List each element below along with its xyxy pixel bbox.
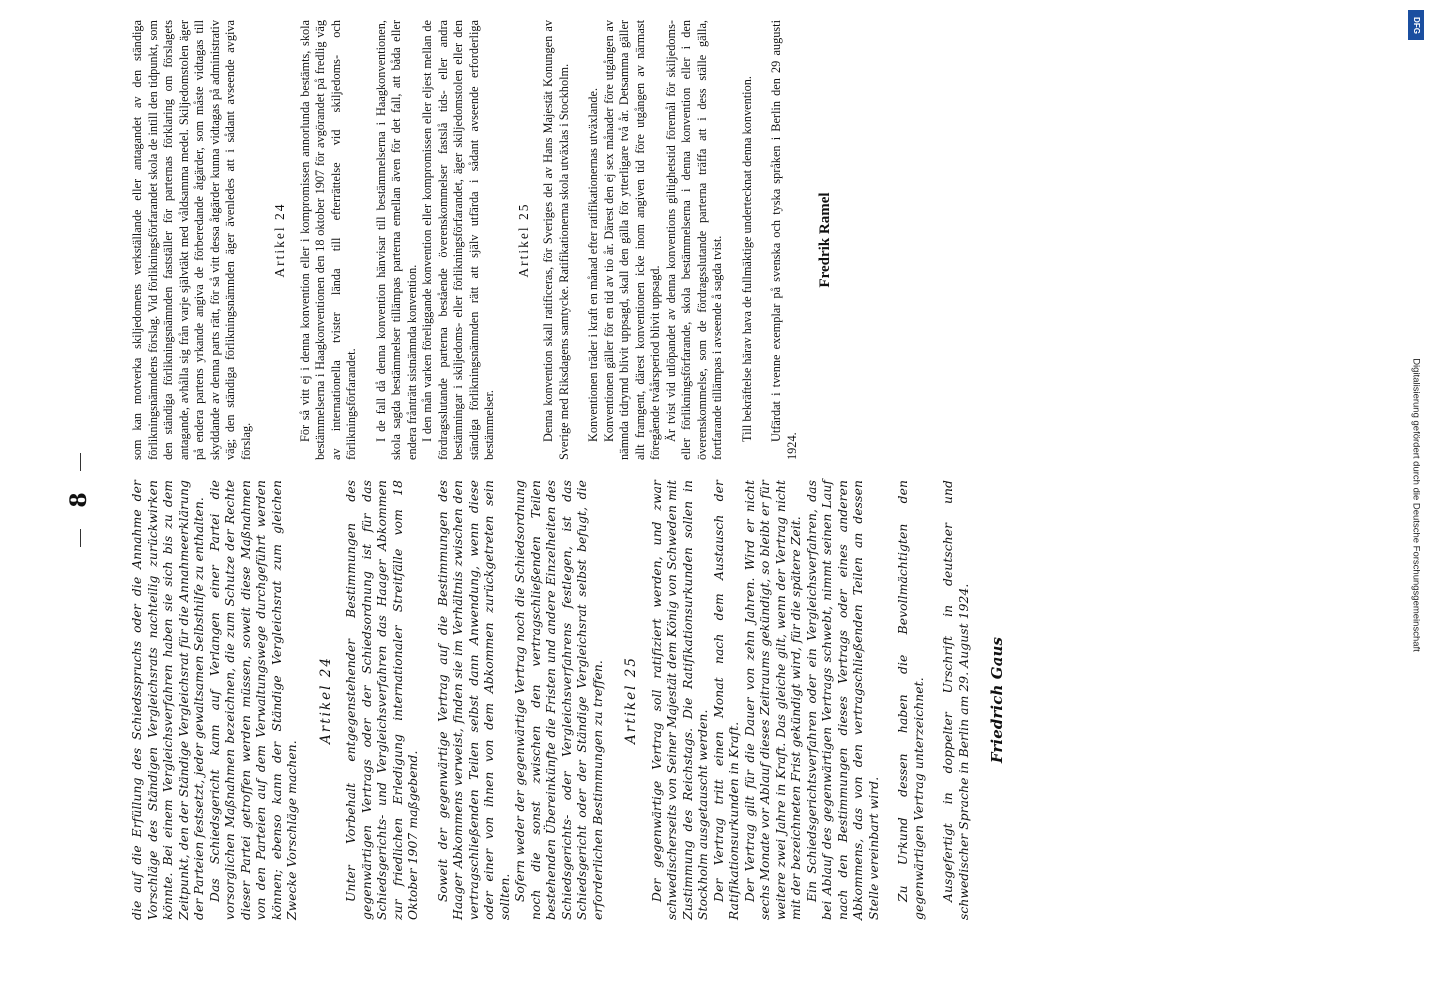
german-article-25-heading: Artikel 25 bbox=[623, 656, 639, 744]
german-article-24-paragraph: Unter Vorbehalt entgegenstehender Bestimmungen des gegenwärtigen Vertrags oder der Schiedsordnung ist für das Schiedsgerichts- und Vergleichsverfahren das Haager Abkommen zur friedlichen Erledigung internationaler Streitfälle vom 18 Oktober 1907 maßgebend. bbox=[344, 480, 420, 920]
german-article-24-heading: Artikel 24 bbox=[317, 656, 334, 744]
page-number: 8 bbox=[66, 492, 92, 508]
swedish-article-25-heading: Artikel 25 bbox=[515, 202, 531, 278]
digitization-credit-sidebar bbox=[1404, 10, 1428, 1000]
swedish-column bbox=[130, 20, 834, 460]
swedish-article-24-heading: Artikel 24 bbox=[272, 202, 287, 278]
german-article-25-paragraph: Der Vertrag gilt für die Dauer von zehn Jahren. Wird er nicht sechs Monate vor Ablauf dieses Zeitraums gekündigt, so bleibt er für weitere zwei Jahre in Kraft. Das gleiche gilt, wenn der Vertrag nicht mit der bezeichneten Frist gekündigt wird, für die spätere Zeit. bbox=[742, 480, 803, 920]
swedish-article-25-paragraph: Denna konvention skall ratificeras, för Sveriges del av Hans Majestät Konungen av Sverige med Riksdagens samtycke. Ratifikationerna skola utväxlas i Stockholm. bbox=[541, 20, 571, 460]
swedish-article-24-paragraph: För så vitt ej i denna konvention eller i kompromissen annorlunda bestämts, skola bestämmelserna i Haagkonventionen den 18 oktober 1907 för avgörandet på fredlig väg av internationella tvister lända till efterrättelse vid skiljedoms- och förlikningsförfarandet. bbox=[297, 20, 358, 460]
swedish-article-25-paragraph: Är tvist vid utlöpandet av denna konventions giltighetstid föremål för skiljedoms- eller förlikningsförfarande, skola bestämmelserna i denna konvention eller i den överenskommelse, som de fördragsslutande parterna träffa att i dess ställe gälla, fortfarande tillämpas i avseende å sagda tvist. bbox=[663, 20, 724, 460]
german-witness-clause: Zu Urkund dessen haben die Bevollmächtigten den gegenwärtigen Vertrag unterzeichnet. bbox=[896, 480, 926, 920]
german-done-clause: Ausgefertigt in doppelter Urschrift in deutscher und schwedischer Sprache in Berlin am 29. August 1924. bbox=[941, 480, 971, 920]
swedish-witness-clause: Till bekräftelse härav hava de fullmäktige undertecknat denna konvention. bbox=[739, 76, 754, 442]
german-intro-paragraph: die auf die Erfüllung des Schiedsspruchs oder die Annahme der Vorschläge des Ständigen Vergleichsrats nachteilig zurückwirken könnte. Bei einem Vergleichsverfahren haben sie sich bis zu dem Zeitpunkt, den der Ständige Vergleichsrat für die Annahmeerklärung der Parteien festsetzt, jeder gewaltsamen Selbsthilfe zu enthalten. bbox=[130, 480, 206, 920]
header-dash-right bbox=[80, 453, 81, 471]
header-dash-left bbox=[80, 529, 81, 547]
german-article-25-paragraph: Ein Schiedsgerichtsverfahren oder ein Vergleichsverfahren, das bei Ablauf des gegenwärtigen Vertrags schwebt, nimmt seinen Lauf nach den Bestimmungen dieses Vertrags oder eines anderen Abkommens, das von den vertragschließenden Teilen an dessen Stelle vereinbart wird. bbox=[804, 480, 881, 920]
swedish-intro-paragraph: som kan motverka skiljedomens verkställande eller antagandet av den ständiga förlikningsnämndens förslag. Vid förlikningsförfarandet skola de intill den tidpunkt, som den ständiga förlikningsnämnden fastställer för parternas förklaring om förslagets antagande, avhålla sig från varje självtäkt med våldsamma medel. Skiljedomstolen äger på endera partens yrkande angiva de förberedande åtgärder, som måste vidtagas till skyddande av denna parts rätt, för så vitt dessa åtgärder kunna vidtagas på administrativ väg; den ständiga förlikningsnämnden äger ävenledes att i sådant avseende avgiva förslag. bbox=[130, 20, 253, 460]
german-article-25-paragraph: Der gegenwärtige Vertrag soll ratifiziert werden, und zwar schwedischerseits von Seiner Majestät dem König von Schweden mit Zustimmung des Reichstags. Die Ratifikationsurkunden sollen in Stockholm ausgetauscht werden. bbox=[649, 480, 710, 920]
swedish-article-25-paragraph: Konventionen träder i kraft en månad efter ratifikationernas utväxlande. bbox=[586, 87, 600, 442]
german-article-25-paragraph: Der Vertrag tritt einen Monat nach dem Austausch der Ratifikationsurkunden in Kraft. bbox=[711, 480, 741, 920]
swedish-article-25-paragraph: Konventionen gäller för en tid av tio år. Därest den ej sex månader före utgången av nämnda tidrymd blivit uppsagd, skall den gälla för ytterligare två år. Detsamma gäller allt framgent, därest konventionen icke inom angiven tid före utgången av närmast föregående tvåårsperiod blivit uppsagd. bbox=[601, 20, 662, 460]
page-header bbox=[66, 0, 92, 1000]
swedish-article-24-paragraph: I den mån varken föreliggande konvention eller kompromissen eller eljest mellan de fördragsslutande parterna bestående överenskommelser fastslå tids- eller andra bestämningar i skiljedoms- eller förlikningsförfarandet, äger skiljedomstolen eller den ständiga förlikningsnämnden rätt att själv utfärda i sådant avseende erforderliga bestämmelser. bbox=[420, 20, 496, 460]
german-article-24-paragraph: Soweit der gegenwärtige Vertrag auf die Bestimmungen des Haager Abkommens verweist, finden sie im Verhältnis zwischen den vertragschließenden Teilen selbst dann Anwendung, wenn diese oder einer von ihnen von dem Abkommen zurückgetreten sein sollten. bbox=[435, 480, 512, 920]
digitization-credit-text: Digitalisierung gefördert durch die Deutsche Forschungsgemeinschaft bbox=[1410, 358, 1422, 652]
german-intro-paragraph: Das Schiedsgericht kann auf Verlangen einer Partei die vorsorglichen Maßnahmen bezeichnen, die zum Schutze der Rechte dieser Partei getroffen werden müssen, soweit diese Maßnahmen von den Parteien auf dem Verwaltungswege durchgeführt werden können; ebenso kann der Ständige Vergleichsrat zum gleichen Zwecke Vorschläge machen. bbox=[207, 480, 299, 920]
german-article-24-paragraph: Sofern weder der gegenwärtige Vertrag noch die Schiedsordnung noch die sonst zwischen den vertragschließenden Teilen bestehenden Übereinkünfte die Fristen und andere Einzelheiten des Schiedsgerichts- oder Vergleichsverfahrens festlegen, ist das Schiedsgericht oder der Ständige Vergleichsrat selbst befugt, die erforderlichen Bestimmungen zu treffen. bbox=[513, 480, 605, 920]
dfg-badge-text: DFG bbox=[1411, 16, 1421, 34]
swedish-article-24-paragraph: I de fall då denna konvention hänvisar till bestämmelserna i Haagkonventionen, skola sagda bestämmelser tillämpas parterna emellan även för det fall, att båda eller endera frånträtt sistnämnda konvention. bbox=[373, 20, 419, 460]
german-column bbox=[130, 480, 1006, 920]
swedish-done-clause: Utfärdat i tvenne exemplar på svenska och tyska språken i Berlin den 29 augusti 1924. bbox=[769, 20, 799, 460]
german-signature: Friedrich Gaus bbox=[988, 636, 1006, 764]
swedish-signature: Fredrik Ramel bbox=[817, 192, 833, 288]
